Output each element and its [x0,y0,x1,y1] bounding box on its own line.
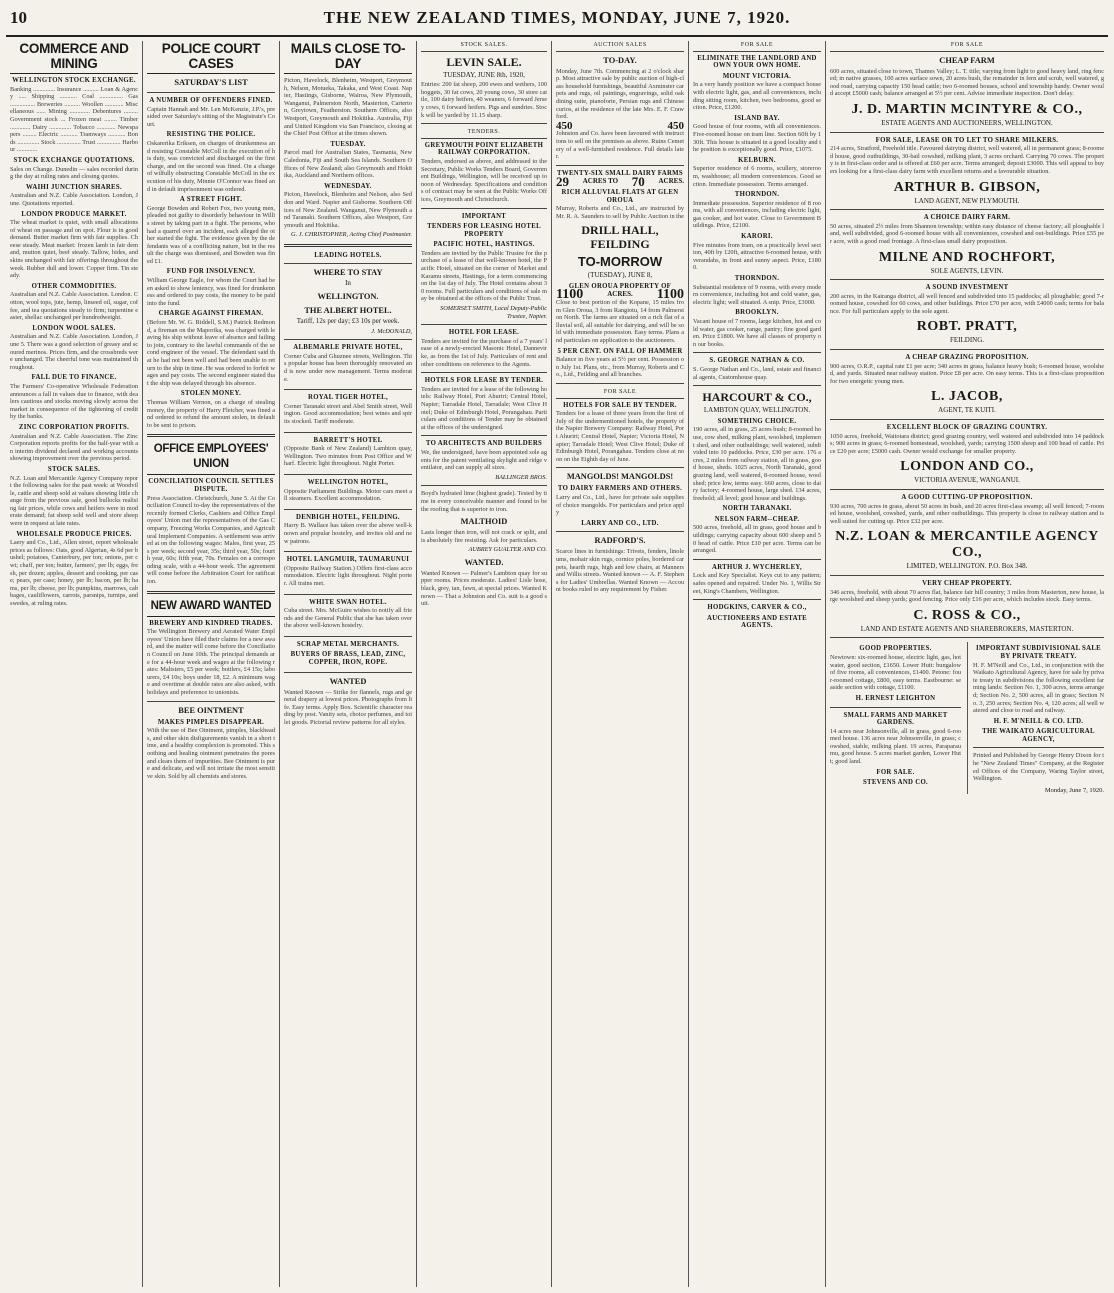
small-farms-heading: SMALL FARMS AND MARKET GARDENS. [843,711,948,727]
leasing-heading: TENDERS FOR LEASING HOTEL PROPERTY [427,223,541,238]
cutting-text: 930 acres, 700 acres in grass, about 50 acres in bush, and 20 acres first-class swamp; all well fenced; 7-roomed house, woolshed, cowshed, yards, and other outbuildings. This property is close to railway station and is well suited for cutting up. Price £32 per acre. [830,502,1104,525]
murray-text: Murray, Roberts and Co., Ltd., are instructed by Mr. R. A. Saunders to sell by Public Auction in the [556,205,684,220]
levin-sale-date: TUESDAY, JUNE 8th, 1920, [443,70,525,79]
glen-oroua-text: Close to best portion of the Kopane, 15 miles from Glen Oroua, 3 from Rangiotu, 14 from Palmerston North. The farms are situated on a rich flat of alluvial soil, all suitable for dairying, and will be sold with immediate possession. Easy terms. Plans and particulars on application to the auctioneers. [556,299,684,345]
tuesday-text: Parcel mail for Australian States, Tasmania, New Caledonia, Fiji and South Sea Islands. Southern Offices of New Zealand; also Greymouth and Hokitika, Auckland and Northern offices. [284,149,412,180]
hodgkins-heading: HODGKINS, CARVER & CO., [707,604,807,612]
ointment-text: With the use of Bee Ointment, pimples, blackheads, and other skin disfigurements vanish in a short time, and a healthy complexion is promoted. This soothing and healing ointment penetrates the pores and clears them of impurities. Bee Ointment is pure and delicate, and will not irritate the most sensitive skin. Sold by all chemists and stores. [147,727,275,780]
mails-header: MAILS CLOSE TO-DAY [284,41,412,74]
dairy-farmers-heading: TO DAIRY FARMERS AND OTHERS. [557,485,683,493]
stay-in-label: In [345,279,351,288]
mcintyre-name: J. D. MARTIN MCINTYRE & CO., [851,101,1083,117]
cheap-property-heading: VERY CHEAP PROPERTY. [922,579,1012,587]
acres-from: 29 [556,174,569,190]
today-text: Monday, June 7th. Commencing at 2 o'clock sharp. Most attractive sale by public auction of high-class household furnishings, beautiful Axminster carpets and rugs, oil paintings, engravings, solid oak dining suite, pianoforte, Persian rugs and Chinese curios, at the residence of the late Mrs. E. F. Crawford. [556,67,684,121]
postmaster-signature: G. J. CHRISTOPHER, Acting Chief Postmaster. [291,231,412,239]
amount-left: 450 [556,119,573,132]
produce-text: The wheat market is quiet, with small allocations of wheat on passage and on spot. Flour is in good demand. Butter market firm with fair supplies. Cheese steady. Meat market: frozen lamb in fair demand, mutton quiet, beef steady. Tallow, hides, and skins unchanged with fair offerings throughout the week. Rubber dull and lower. Copper firm. Tin steady. [10,219,138,280]
albemarle-title: ALBEMARLE PRIVATE HOTEL, [293,344,403,352]
scrap-title: SCRAP METAL MERCHANTS. [296,640,400,648]
glen-oroua-heading: RICH ALLUVIAL FLATS AT GLEN OROUA [561,188,679,204]
wholesale-text: Laery and Co., Ltd., Allen street, report wholesale prices as follows: Oats, good Algerian, 4s 6d per bushel; potatoes, Canterbury, per ton; onions, per cwt; chaff, per ton; butter, farmers', per lb; eggs, fresh, per dozen; apples, dessert and cooking, per case; pears, per case; honey, per lb; bacon, per lb; hams, per lb; cheese, per lb; pumpkins, marrows, cabbages, cauliflowers, carrots, parsnips, turnips, and swedes, at ruling rates. [10,539,139,607]
langmuir-ad: HOTEL LANGMUIR, TAUMARUNUI (Opposite Railway Station.) Offers first-class accommodation. Electric light throughout. Night porter. All trains met. [284,556,412,594]
insolvency-text: William George Eagle, for whom the Court had been asked to show leniency, was fined for drunkenness and ordered to pay costs, the money to be paid into the fund. [147,277,275,307]
mangolds-heading: MANGOLDS! MANGOLDS! [566,472,674,482]
lime-text: Boyd's hydrated lime (highest grade). Tested by time in every conceivable manner and found to be the roofing that is superior to iron. [421,490,547,513]
grazing-text: 900 acres, O.R.P., capital rate £1 per acre; 340 acres in grass, balance heavy bush; 6-roomed house, woolshed, and yards. Situated near railway station. Price £8 per acre. On easy terms. This is a first-class proposition for two energetic young men. [830,362,1104,385]
stock-sales-text: N.Z. Loan and Mercantile Agency Company report the following sales for the past week: at Woodville, cattle and sheep sold at values showing little change from the previous sale, good bullocks realising fair prices, while cows and heifers were in moderate demand; fat sheep sold well and store sheep were in request at late rates. [10,474,138,528]
column-commerce [6,41,143,1287]
fireman-heading: CHARGE AGAINST FIREMAN. [158,310,264,318]
bottom-ads-row [830,642,1104,794]
big-acres-left: 1100 [556,287,584,303]
jacob-name: L. JACOB, [931,389,1003,405]
stock-sales-heading: STOCK SALES. [47,465,101,473]
white-swan-ad: WHITE SWAN HOTEL. Cuba street. Mrs. McGuire wishes to notify all friends and the General Public that she has taken over the above well-known hostelry. [284,599,412,637]
fall-text: The Farmers' Co-operative Wholesale Federation announces a fall in values due to finance, with dealers cautious and stocks moving slowly across the market in consequence of the tightening of credit by the banks. [10,382,138,421]
milne-sub: SOLE AGENTS, LEVIN. [930,266,1004,275]
albert-hotel-title: THE ALBERT HOTEL. [304,306,392,316]
greymouth-heading: GREYMOUTH POINT ELIZABETH RAILWAY CORPORATION. [424,141,544,157]
acres-row [556,174,684,190]
island-bay-heading: ISLAND BAY. [734,114,780,122]
good-props-heading: GOOD PROPERTIES. [859,645,932,653]
important-sale-heading: IMPORTANT SUBDIVISIONAL SALE BY PRIVATE TREATY. [976,645,1101,660]
mails-today-text: Picton, Havelock, Blenheim, Westport, Greymouth, Nelson, Motueka, Takaka, and West Coast. Napier, Hastings, Gisborne, Wairoa, New Plymouth, Wanganui, Palmerston North, Masterton, Carterton, Greytown, Featherston. Southern Offices, also Westport, Greymouth and Hokitika. Australia, Fiji and United Kingdom via San Francisco, closing at the Chief Post Office at the times shown. [284,77,412,138]
col6-for-sale-label: FOR SALE [693,41,821,52]
thorndon2-heading: THORNDON. [734,275,780,283]
something-choice-heading: SOMETHING CHOICE. [717,417,797,425]
barretts-title: BARRETT'S HOTEL [313,436,383,444]
column-farms [826,41,1108,1287]
column-stock-sales [417,41,552,1287]
for-sale2-heading: FOR SALE. [876,768,915,776]
cheap-property-text: 346 acres, freehold, with about 70 acres flat, balance fair hill country; 3 miles from Masterton, new house, large woolshed and sheep yards; good fencing. Price only £16 per acre, which includes stock. Easy terms. [830,588,1105,604]
col4-wanted-heading: WANTED. [464,557,504,567]
acres-to: 70 [631,174,645,190]
harcourt-text: 190 acres, all in grass, 25 acres bush; 8-roomed house, cow shed, milking plant, woolshed, implement shed, and other outbuildings; well watered, subdivided into 10 paddocks. Price, £30 per acre. 176 acres, 2 miles from railway station, all in grass, good house, sheds. 1025 acres, North Taranaki, good grazing land, well watered, 8-roomed house, woolshed; price low, terms easy. 660 acres, close to dairy factory; 4-roomed house, large shed. 134 acres, freehold; all level; good house and buildings. [693,426,821,502]
tuesday-heading: TUESDAY. [330,140,366,148]
conciliation-text: Press Association. Christchurch, June 5. At the Conciliation Council to-day the representatives of the recently formed Clerks, Cashiers and Office Employees' Union met the representatives of the Gas Company, Freezing Works Companies, and Agricultural Implement Companies. A settlement was arrived at on the following wages: Males, first year, 25s per week; second year, 35s; third year, 50s; fourth year, 60s; fifth year, 70s. Females on a corresponding scale, with a 44-hour week. The agreement will come before the Arbitration Court for ratification. [147,494,275,586]
stevens-heading: STEVENS AND CO. [862,779,929,787]
big-acres-row [556,287,684,303]
milne-name: MILNE AND ROCHFORT, [878,249,1056,265]
acres-suffix: ACRES. [658,177,684,186]
cheap-farm-heading: CHEAP FARM [939,55,995,65]
interest-heading: 5 PER CENT. ON FALL OF HAMMER [557,347,683,355]
zinc-text: Australian and N.Z. Cable Association. The Zinc Corporation reports profits for the half-year with an interim dividend declared and working accounts showing improvement over the previous period. [10,432,138,463]
royal-tiger-title: ROYAL TIGER HOTEL, [307,394,388,402]
ballinger-signature: BALLINGER BROS. [495,473,547,481]
money-text: Thomas William Vernon, on a charge of stealing money, the property of Harry Fletcher, was fined and ordered to refund the amount stolen, in default to be sent to prison. [147,398,275,429]
levin-sale-text: Entries: 200 fat sheep, 200 ewes and wethers, 100 hoggets, 30 fat cows, 20 young cows, 30 store cattle, 100 dairy heifers, 40 weaners, 6 forward Jersey cows, 6 forward heifers. Pigs and sundries. Stock will be yarded by 11.15 sharp. [421,81,547,119]
mcneill-heading: H. F. M'NEILL & CO. LTD. [993,717,1084,725]
wool-heading: LONDON WOOL SALES. [32,324,116,332]
amount-right: 450 [667,119,684,132]
barretts-ad: BARRETT'S HOTEL (Opposite Bank of New Zealand) Lambton quay, Wellington. Two minutes from Post Office and Wharf. Electric light throughout. Night Porter. [284,437,412,475]
buyers-title: BUYERS OF BRASS, LEAD, ZINC, COPPER, IRON, ROPE. [290,651,406,667]
tenders-label: TENDERS. [421,128,547,139]
ointment-heading: BEE OINTMENT [178,705,244,715]
railway-hotels-text: Tenders are invited for a lease of the following hotels: Railway Hotel, Port Ahuriri; Central Hotel, Napier; Tarradale Hotel, Tarradale; West Clive Hotel; Duke of Edinburgh Hotel, Porangahau. Particulars and conditions of Tender may be obtained at the offices of the undersigned. [421,385,547,431]
investment-heading: A SOUND INVESTMENT [925,284,1009,292]
insolvency-heading: FUND FOR INSOLVENCY. [166,268,256,276]
nelson-text: 500 acres, freehold, all in grass, good house and buildings; carrying capacity about 600 sheep and 50 head of cattle. Price £10 per acre. Terms can be arranged. [693,524,821,555]
taranaki-heading: NORTH TARANAKI. [722,505,792,513]
mount-victoria-heading: MOUNT VICTORIA. [722,72,792,80]
pratt-name: ROBT. PRATT, [916,319,1018,335]
conciliation-heading: CONCILIATION COUNCIL SETTLES DISPUTE. [148,478,274,493]
malthoid-text: Lasts longer than iron, will not crack or split, and is absolutely fire resisting. Ask for particulars. [421,529,547,544]
amounts-row [556,119,684,132]
interest-text: Balance in five years at 5½ per cent. Possession on July 1st. Plans, etc., from Murray, Roberts and Co., Ltd., Feilding and all branches. [556,356,684,379]
leading-hotels-heading: LEADING HOTELS. [314,251,382,259]
pratt-sub: FEILDING. [949,336,985,345]
subdivisional-ad: IMPORTANT SUBDIVISIONAL SALE BY PRIVATE TREATY. H. F. M'Neill and Co., Ltd., in conjunction with the Waikato Agricultural Agency, have for sale by private treaty in subdivisions the following excellent farming lands: Section No. 1, 300 acres, terms arranged; Section No. 2, 500 acres, all in grass; Section No. 3, 250 acres; Section No. 4, 120 acres; all well watered and close to road and railway. H. F. M'NEILL & CO. LTD. THE WAIKATO AGRICULTURAL AGENCY, Printed and Published by George Henry Dixon for the "New Zealand Times" Company, at the Registered Offices of the Company, Waring Taylor street, Wellington. Monday, June 7, 1920. [967,642,1104,794]
london-name: LONDON AND CO., [900,459,1034,475]
kelburn-heading: KELBURN. [738,156,776,164]
award-header: NEW AWARD WANTED [147,599,275,617]
brooklyn-heading: BROOKLYN. [735,309,779,317]
important-heading: IMPORTANT [461,212,507,220]
albert-tariff: Tariff, 12s per day; £3 10s per week. [296,317,400,326]
wholesale-heading: WHOLESALE PRODUCE PRICES. [16,530,132,538]
wellington-hotel-ad: WELLINGTON HOTEL, Opposite Parliament Buildings. Motor cars meet all steamers. Excellent accommodation. [284,479,412,510]
ross-name: C. ROSS & CO., [913,607,1021,623]
harcourt-heading: HARCOURT & CO., [702,390,812,405]
stock-table-text: Banking .............. Insurance .......... Loan & Agency ..... Shipping ........... Coal ............... Gas ................ Breweries .......... Woollen ............ Miscellaneous ...... Mining ............. Debentures ......... Government stock ... Frozen meat ........ Timber ............. Dairy .............. Tobacco ............ Newspapers ......... Electric ........... Tramways ........... Bonds .............. Stock ............... Trust ............... Harbour ............. [10,85,138,154]
london-sub: VICTORIA AVENUE, WANGANUI. [914,476,1020,485]
larry-text: Larry and Co., Ltd., have for private sale supplies of choice mangolds. For particulars and price apply [556,493,684,517]
nz-loan-sub: LIMITED, WELLINGTON. P.O. Box 348. [906,562,1028,571]
column-police [143,41,280,1287]
lease-text: 214 acres, Stratford, Freehold title. Favoured dairying district, well watered, all in permanent grass; 8-roomed house, good outbuildings, 30-bail cowshed, milking plant, 3 acres orchard. Carrying 70 cows. The property is in first-class order and is offered at £60 per acre. Terms arranged; deposit £3000. This will appeal to buyers looking for a first-class dairy farm with excellent returns and a favourable situation. [830,145,1104,175]
money-heading: STOLEN MONEY. [180,390,242,398]
commerce-header: COMMERCE AND MINING [10,41,138,74]
mcintyre-sub: ESTATE AGENTS AND AUCTIONEERS, WELLINGTON. [881,118,1053,127]
hotel-lease-text: Tenders are invited for the purchase of a 7 years' lease of a newly-erected Masonic Hotel, Dannevirke, as from the 1st of July. Particulars of rent and other conditions on reference to the Agents. [421,337,547,368]
gibson-sub: LAND AGENT, NEW PLYMOUTH. [914,196,1020,205]
excellent-text: 1050 acres, freehold, Waitotara district; good grazing country, well watered and subdivided into 14 paddocks; 900 acres in grass; 6-roomed homestead, woolshed, yards; carrying 1500 sheep and 100 head of cattle. Price £20 per acre; £5000 cash. Owner would exchange for smaller property. [830,432,1104,455]
today-heading: TO-DAY. [603,55,637,65]
printed-text: Printed and Published by George Henry Dixon for the "New Zealand Times" Company, at the Registered Offices of the Company, Waring Taylor street, Wellington. [973,752,1104,783]
karori-heading: KARORI. [741,233,773,241]
brewery-heading: BREWERY AND KINDRED TRADES. [149,619,273,627]
stock-sales-label: STOCK SALES. [421,41,547,52]
wednesday-text: Picton, Havelock, Blenheim and Nelson, also Seddon and Ward. Napier and Gisborne. Southern Offices of New Zealand. Wanganui, New Plymouth and Taranaki. Southern Offices, also Westport, Greymouth and Hokitika. [284,191,412,229]
newspaper-title: THE NEW ZEALAND TIMES, MONDAY, JUNE 7, 1920. [323,8,791,27]
auction-sales-label: AUCTION SALES [556,41,684,52]
nelson-heading: NELSON FARM--CHEAP. [714,515,800,523]
gibson-name: ARTHUR B. GIBSON, [893,179,1041,195]
masthead [6,6,1108,37]
quotations-text: Sales on Change. Dunedin — sales recorded during the day at ruling rates and closing quotes. [10,165,138,181]
jacob-sub: AGENT, TE KUITI. [938,406,996,415]
dairy-farm-text: 50 acres, situated 2½ miles from Shannon township; within easy distance of cheese factory; all ploughable land, well subdivided, good 6-roomed house with all conveniences, cowshed and out-buildings. Price £55 per acre, with a good road frontage. A first-class small dairy proposition. [830,222,1104,245]
johnston-text: Johnston and Co. have been favoured with instructions to sell on the premises as above. Ruins Cemetery of a well-furnished residence. Full details later. [556,130,684,161]
tomorrow-heading: TO-MORROW [577,254,663,270]
big-acres-right: 1100 [656,287,684,303]
acres-to-label: ACRES TO [582,177,619,186]
where-to-stay-heading: WHERE TO STAY [313,268,383,278]
nathan-heading: S. GEORGE NATHAN & CO. [709,357,805,365]
wellington-hotel-title: WELLINGTON HOTEL, [307,478,389,486]
saturday-list-heading: SATURDAY'S LIST [174,78,248,87]
offenders-text: Captain Hannah and Mr. Len McKenzie, J.P.'s, presided over Saturday's sitting of the Magistrate's Court. [147,105,276,128]
somerset-signature: SOMERSET SMITH, Local Deputy-Public Trustee, Napier. [440,305,547,320]
albemarle-ad: ALBEMARLE PRIVATE HOTEL, Corner Cuba and Ghuznee streets, Wellington. This popular house has been thoroughly renovated and is now under new management. Terms moderate. [284,344,412,390]
police-header: POLICE COURT CASES [147,41,275,74]
other-heading: OTHER COMMODITIES. [31,282,117,290]
leighton-heading: H. ERNEST LEIGHTON [855,694,936,702]
greymouth-text: Tenders, endorsed as above, and addressed to the Secretary, Public Works Tenders Board, Government Buildings, Wellington, will be received up to noon of Wednesday. Specifications and conditions of contract may be seen at the Public Works Offices, Greymouth and Christchurch. [421,157,547,203]
eliminate-heading: ELIMINATE THE LANDLORD AND OWN YOUR OWN HOME. [697,54,817,70]
other-text: Australian and N.Z. Cable Association. London. Cotton, wool tops, jute, hemp, linseed oil, sugar, coffee, and tea quotations steady to firm; turpentine easier, shellac unchanged per hundredweight. [10,291,138,322]
resisting-heading: RESISTING THE POLICE. [166,131,256,139]
publication-date: Monday, June 7, 1920. [1044,786,1104,794]
thorndon-heading: THORNDON. [734,191,780,199]
albert-hotel-ad [284,306,412,340]
produce-heading: LONDON PRODUCE MARKET. [21,210,127,218]
fall-heading: FALL DUE TO FINANCE. [31,374,117,382]
dairy-farm-heading: A CHOICE DAIRY FARM. [923,214,1011,222]
pimples-heading: MAKES PIMPLES DISAPPEAR. [157,718,265,726]
aubrey-signature: AUBREY GUALTER AND CO. [468,546,547,554]
waihi-text: Australian and N.Z. Cable Association. London, June. Quotations reported. [10,192,138,207]
wool-text: Australian and N.Z. Cable Association. London, June 5. There was a good selection of greasy and scoured merinos. Prices firm, and the crossbreds were unchanged. The cheerful tone was maintained throughout. [10,333,138,371]
cutting-heading: A GOOD CUTTING-UP PROPOSITION. [901,494,1033,501]
fight-heading: A STREET FIGHT. [179,196,243,204]
radford-heading: RADFORD'S. [594,536,646,546]
levin-sale-title: LEVIN SALE. [446,54,522,69]
langmuir-title: HOTEL LANGMUIR, TAUMARUNUI [286,556,410,564]
offenders-heading: A NUMBER OF OFFENDERS FINED. [149,97,273,104]
page-number: 10 [10,8,27,27]
column-mails [280,41,417,1287]
dwan-text: Tenders for a lease of three years from the first of July of the undermentioned hotels, the property of the Napier Brewery Company: Railway Hotel, Port Ahuriri; Central Hotel, Napier; Victoria Hotel, Napier; Tarradale Hotel; West Clive Hotel; Duke of Edinburgh Hotel, Porangahau. Tenders close at noon on the Eighth day of June. [556,410,684,463]
pacific-text: Tenders are invited by the Public Trustee for the purchase of a lease of that well-known hotel, the Pacific Hotel, situated on the corner of Market and Karamu streets, Hastings, for a term commencing on the 1st day of July. The Hotel contains about 30 rooms. Full particulars and conditions of sale may be obtained at the offices of the Public Trust. [421,249,547,303]
column-auction-sales [552,41,689,1287]
arthur-heading: ARTHUR J. WYCHERLEY, [712,563,802,571]
property-heading: GLEN OROUA PROPERTY OF [568,282,672,290]
nz-loan-name: N.Z. LOAN & MERCANTILE AGENCY CO., [835,529,1099,561]
white-swan-title: WHITE SWAN HOTEL. [309,598,387,606]
lease-heading: FOR SALE, LEASE OR TO LET TO SHARE MILKERS. [875,136,1059,144]
investment-text: 200 acres, in the Kairanga district, all well fenced and subdivided into 15 paddocks; all ploughable; good 7-roomed house, cowshed for 60 cows, and other buildings. Price £70 per acre, with £4000 cash; terms for balance. For full particulars apply to the sole agent. [830,292,1104,315]
ross-sub: LAND AND ESTATE AGENTS AND SHAREBROKERS, MASTERTON. [860,624,1074,633]
hotel-lease-heading: HOTEL FOR LEASE. [448,329,520,337]
malthoid-heading: MALTHOID [460,517,508,527]
architects-text: We, the undersigned, have been appointed sole agents for the patent ventilating skylight and ridge ventilator, and can supply all sizes. [421,448,547,472]
wanted-heading: WANTED [329,676,367,686]
good-properties-ad: GOOD PROPERTIES. Newtown: six-roomed house, electric light, gas, hot water, good section, £1650. Lower Hutt: bungalow of five rooms, all conveniences, £1400. Petone: four-roomed cottage, £800, easy terms. Eastbourne: seaside section with cottage, £1100. H. ERNEST LEIGHTON SMALL FARMS AND MARKET GARDENS. 14 acres near Johnsonville, all in grass, good 6-roomed house. 136 acres near Johnsonville, in grass; cowshed, stable, milking plant. 19 acres, Paraparaumu, good house. 5 acres market garden, Lower Hutt; good land. FOR SALE. STEVENS AND CO. [830,645,961,787]
sale-title: TWENTY-SIX SMALL DAIRY FARMS [557,169,683,177]
drill-hall-heading: DRILL HALL, FEILDING [581,223,659,252]
railway-hotels-heading: HOTELS FOR LEASE BY TENDER. [424,377,544,385]
for-sale-label: FOR SALE [556,388,684,399]
dwan-heading: HOTELS FOR SALE BY TENDER. [563,401,677,409]
denbigh-ad: DENBIGH HOTEL, FEILDING. Harry B. Wallace has taken over the above well-known and popular hostelry, and invites old and new patrons. [284,514,412,552]
larry-signature: LARRY AND CO., LTD. [581,519,659,527]
waihi-heading: WAIHI JUNCTION SHARES. [26,183,122,191]
cheap-farm-text: 600 acres, situated close to town, Thames Valley; L. T. title; varying from light to good heavy land, ring fenced; in native grasses, 100 acres surface sown, 20 acres bush, the remainder in fern and scrub, well watered, good road, carrying capacity 150 head cattle; two 6-roomed houses, school and township handy. Owner would accept £5000 cash; balance arranged at 5½ per cent. Advise immediate inspection. Don't delay. [830,67,1104,98]
exchange-heading: WELLINGTON STOCK EXCHANGE. [12,77,136,84]
grazing-heading: A CHEAP GRAZING PROPOSITION. [905,354,1029,362]
fight-text: George Bowden and Robert Fox, two young men, pleaded not guilty to disorderly behaviour in Willis street by taking part in a fight. The persons, who had a quarrel over an incident, each alleged the other started the fight. The evidence given by the defendants was of a conflicting nature, but in the result the charge was dismissed, and Bowden was fined £1. [147,204,275,265]
harcourt-location: LAMBTON QUAY, WELLINGTON. [703,406,811,415]
albert-proprietor: J. McDONALD, [371,327,412,335]
hodgkins-sub: AUCTIONEERS AND ESTATE AGENTS. [706,614,808,630]
big-acres-label: ACRES. [607,290,633,299]
quotations-heading: STOCK EXCHANGE QUOTATIONS. [13,156,135,164]
resisting-text: Oskarerika Eriksen, on charges of drunkenness and resisting Constable McColl in the execution of his duty, was convicted and discharged on the first charge, and on the second was fined. On a charge of wilfully obstructing Constable McColl in the execution of his duty, Minnie O'Connor was fined and in default imprisonment was ordered. [147,139,275,193]
scrap-metal-ad [284,641,412,673]
fireman-text: (Before Mr. W. G. Riddell, S.M.) Patrick Redmond, a fireman on the Maporika, was charged with leaving his ship without leave of absence and failing to join, contrary to the lawful commands of the second engineer of the vessel. The defendant said that he had not been well and had been unable to return to the ship in time. He was ordered to forfeit wages and pay costs. The second engineer stated that the ship was delayed through his absence. [147,319,276,387]
col7-for-sale-label: FOR SALE [830,41,1104,52]
brewery-text: The Wellington Brewery and Aerated Water Employees' Union have filed their claims for a new award, and the matter will come before the Conciliation Council on June 10th. The principal demands are for a 44-hour week and wages at the following rates: Maltsters, £5 per week; bottlers, £4 15s; labourers, £4 10s; boys under 18, £2. A minimum wage and overtime at double rates are also asked, with holidays and preference to unionists. [147,628,275,696]
architects-heading: TO ARCHITECTS AND BUILDERS [425,440,543,448]
wellington-heading: WELLINGTON. [317,292,379,302]
col4-wanted-text: Wanted Known — Palmer's Lambton quay for supper rooms. Prices moderate. Ladies! Lisle hose, black, grey, tan, fawn, at special prices. Wanted Known — That a Johnston and Co. suit is a good suit. [421,569,547,608]
wednesday-heading: WEDNESDAY. [324,182,372,190]
denbigh-title: DENBIGH HOTEL, FEILDING. [296,513,400,521]
column-for-sale: FOR SALE ELIMINATE THE LANDLORD AND OWN YOUR OWN HOME. MOUNT VICTORIA. In a very handy position we have a compact house with electric light, gas, and all conveniences, including sitting room, kitchen, two bedrooms, good section. Price, £1200. ISLAND BAY. Good house of four rooms, with all conveniences. Five-roomed house on tram line. Section 60ft by 130ft. This house is situated in a good locality and the position is exceptionally good. Price, £1075. KELBURN. Superior residence of 6 rooms, scullery, storeroom, washhouse; all modern conveniences. Good section. Immediate possession. Terms arranged. THORNDON. Immediate possession. Superior residence of 8 rooms, with all conveniences, including electric light, gas cooker, and hot water. Close to Government Buildings. Price, £2100. KARORI. Five minutes from tram, on a practically level section, 40ft by 120ft, attractive 6-roomed house, with verandahs, in front and sunny aspect. Price, £1800. THORNDON. Substantial residence of 9 rooms, with every modern convenience, including hot and cold water, gas, electric light; well situated. A snip. Price, £3000. BROOKLYN. Vacant house of 7 rooms, large kitchen, hot and cold water, gas cooker, range, pantry; fine good garden. Price £1800. We have all classes of property on our books. S. GEORGE NATHAN & CO. S. George Nathan and Co., land, estate and financial agents, Customhouse quay. HARCOURT & CO., LAMBTON QUAY, WELLINGTON. SOMETHING CHOICE. 190 acres, all in grass, 25 acres bush; 8-roomed house, cow shed, milking plant, woolshed, implement shed, and other outbuildings; well watered, subdivided into 10 paddocks. Price, £30 per acre. 176 acres, 2 miles from railway station, all in grass, good house, sheds. 1025 acres, North Taranaki, good grazing land, well watered, 8-roomed house, woolshed; price low, terms easy. 660 acres, close to dairy factory; 4-roomed house, large shed. 134 acres, freehold; all level; good house and buildings. NORTH TARANAKI. NELSON FARM--CHEAP. 500 acres, freehold, all in grass, good house and buildings; carrying capacity about 600 sheep and 50 head of cattle. Price £10 per acre. Terms can be arranged. ARTHUR J. WYCHERLEY, Lock and Key Specialist. Keys cut to any pattern; safes opened and repaired. Under No. 1, Willis Street, King's Chambers, Wellington. HODGKINS, CARVER & CO., AUCTIONEERS AND ESTATE AGENTS. [689,41,826,1287]
tuesday-date: (TUESDAY), JUNE 8, [587,271,653,280]
radford-text: Scarce lines in furnishings: Trivets, fenders, linoleums, mohair skin rugs, cornice poles, bordered carpets, hearth rugs, high and low chairs, at Manners and Willis streets. Wanted known — A. F. Stephens for Ladies' Umbrellas. Wanted Known — Account books ruled to any requirement by Fisher. [556,548,684,594]
waikato-heading: THE WAIKATO AGRICULTURAL AGENCY, [982,728,1095,743]
pacific-heading: PACIFIC HOTEL, HASTINGS. [433,241,535,249]
union-header: OFFICE EMPLOYEES' UNION [147,442,275,475]
zinc-heading: ZINC CORPORATION PROFITS. [18,423,130,431]
excellent-heading: EXCELLENT BLOCK OF GRAZING COUNTRY. [886,424,1048,432]
royal-tiger-ad: ROYAL TIGER HOTEL, Corner Taranaki street and Abel Smith street, Wellington. Good accommodation; best wines and spirits stocked. Tariff moderate. [284,394,412,432]
wanted-text: Wanted Known — Strike for flannels, rugs and general drapery at lowest prices. Photographs from life. Easy terms. Apply Box. Scientific character reading by post. Vanity sets, choice perfumes, and toilet goods. Pictorial review patterns for all styles. [284,688,412,727]
